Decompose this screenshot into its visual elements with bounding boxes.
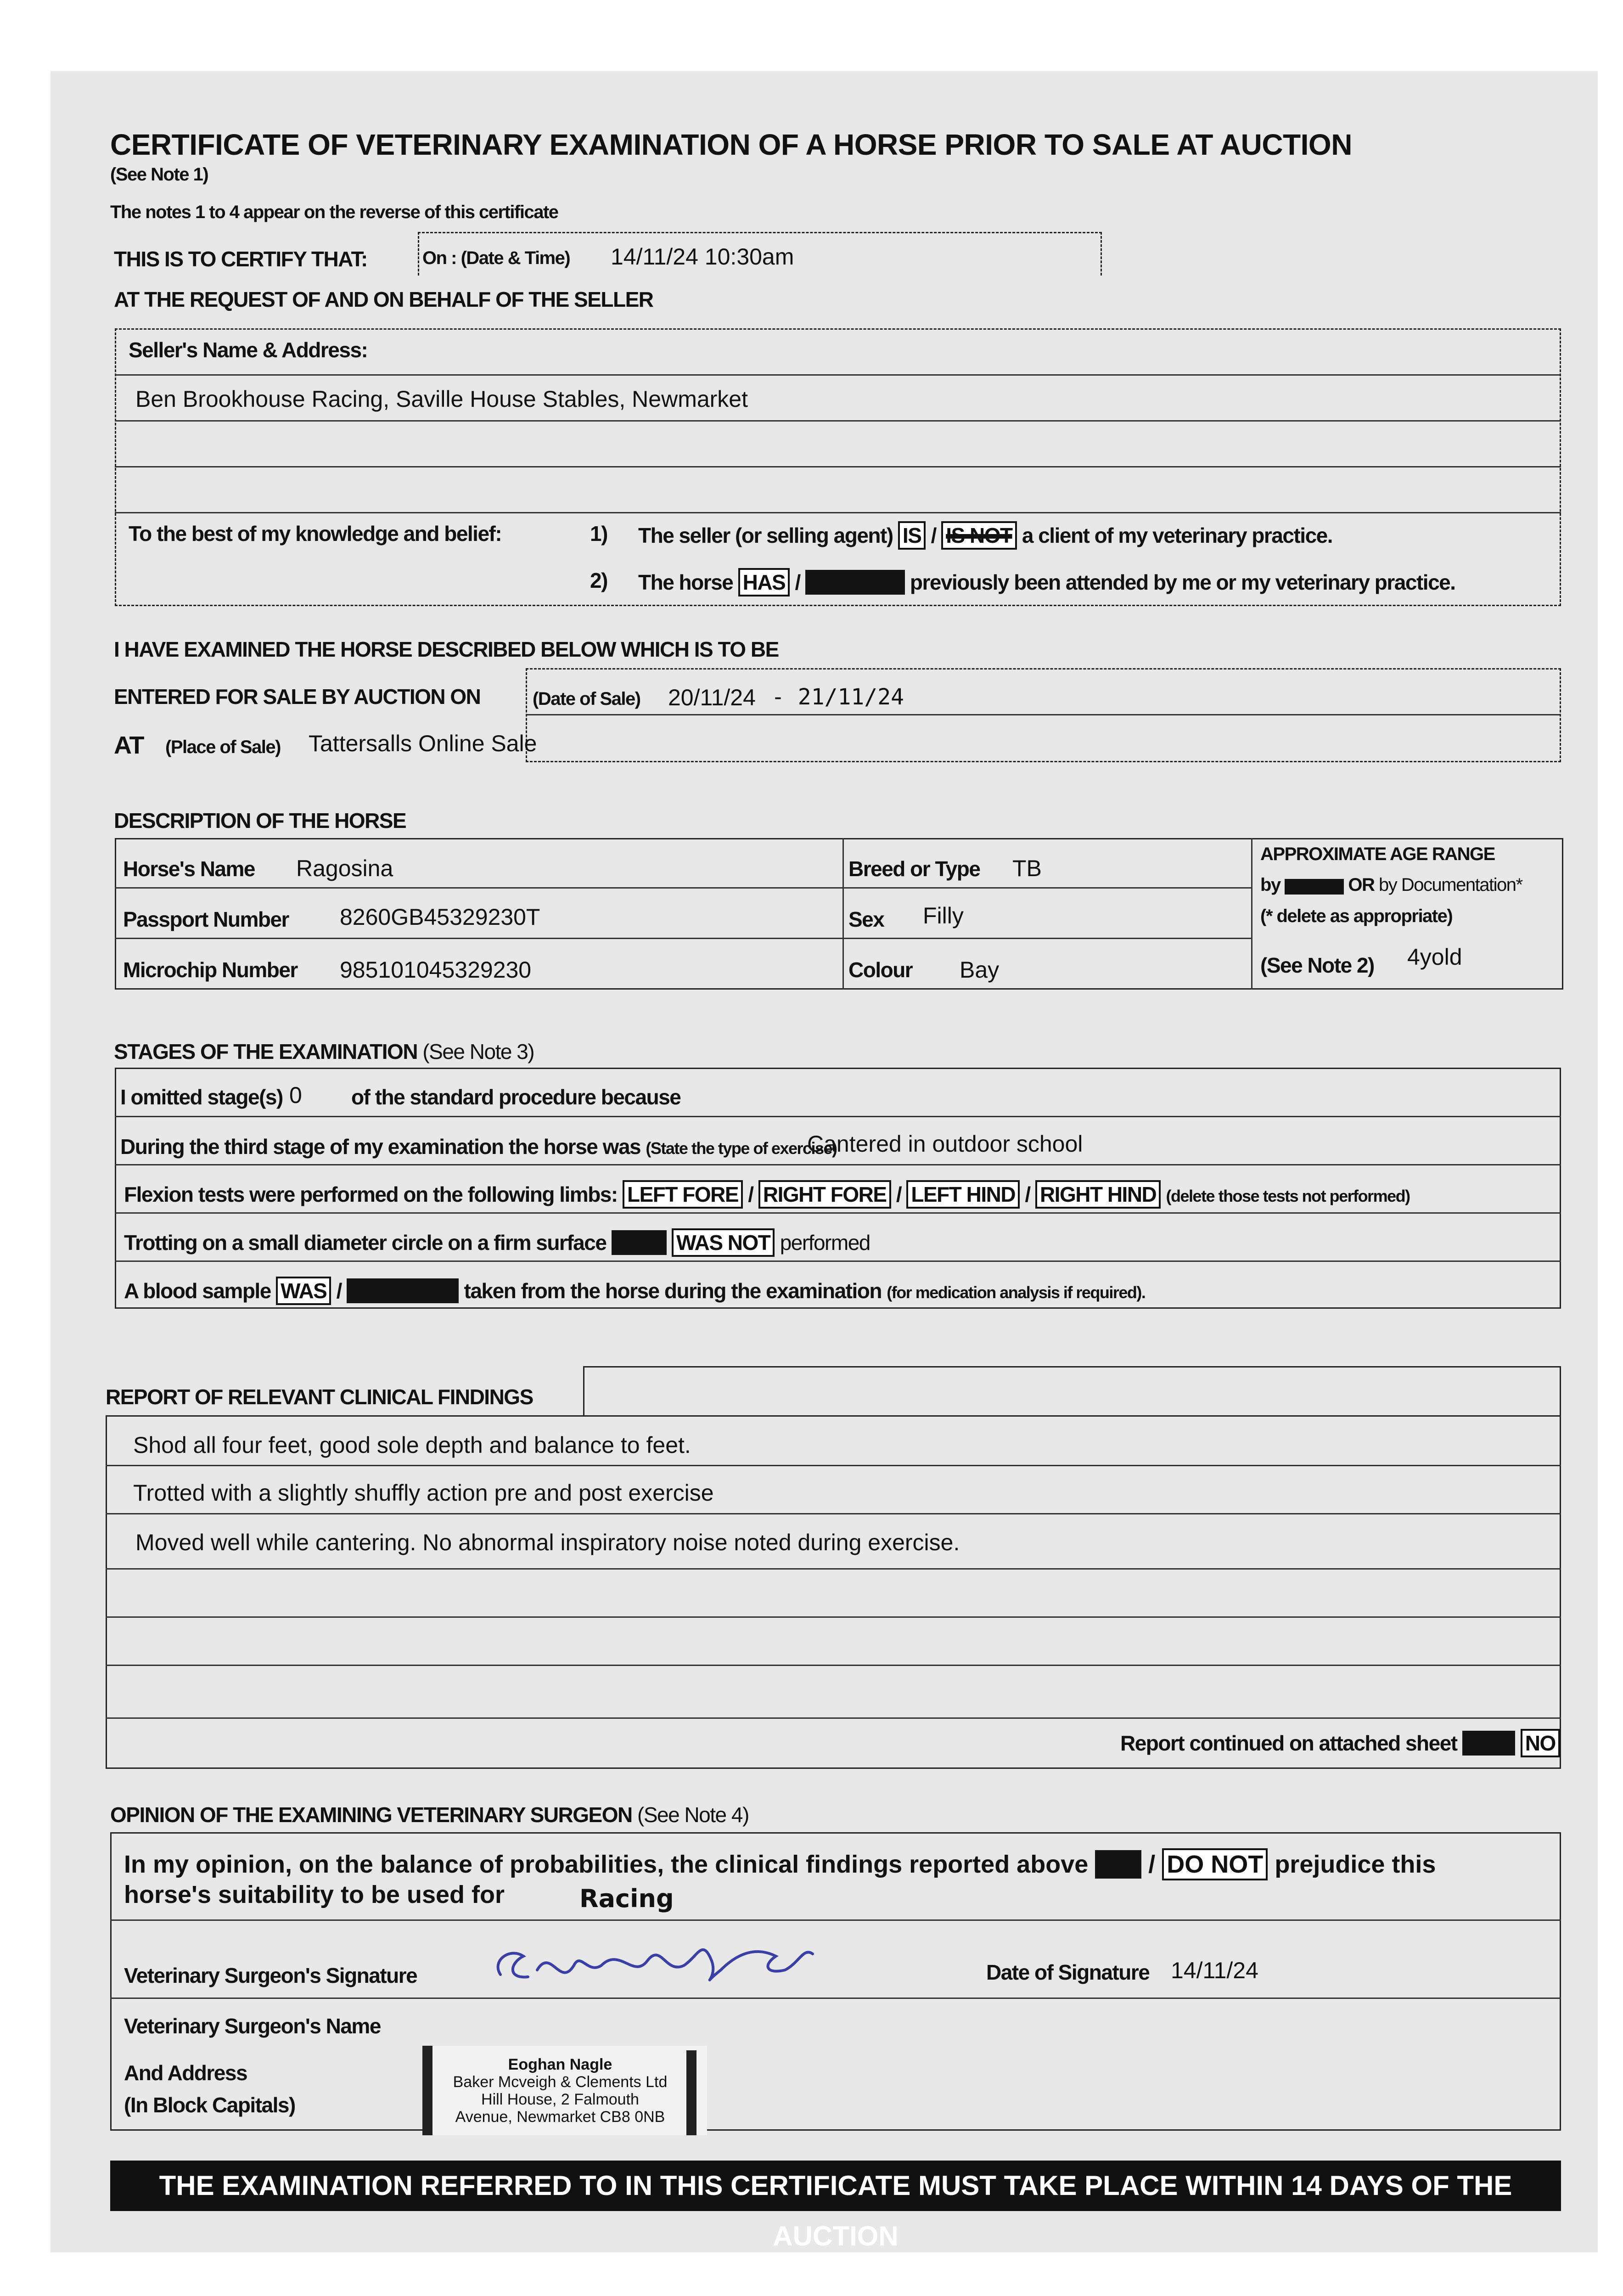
date-of-signature-label: Date of Signature xyxy=(986,1960,1150,1984)
is-option[interactable]: IS xyxy=(898,521,926,550)
at-label: AT xyxy=(114,732,144,759)
age-see-note: (See Note 2) xyxy=(1260,953,1374,977)
report-line-3[interactable]: Moved well while cantering. No abnormal inspiratory noise noted during exercise. xyxy=(135,1530,960,1555)
horse-name-label: Horse's Name xyxy=(123,857,255,881)
seller-divider-4 xyxy=(115,512,1561,513)
report-heading: REPORT OF RELEVANT CLINICAL FINDINGS xyxy=(106,1385,533,1409)
knowledge-n2: 2) xyxy=(590,568,607,592)
knowledge-line2 xyxy=(638,568,1455,597)
opinion-do-redacted[interactable] xyxy=(1095,1850,1141,1879)
blood-line: A blood sample WAS / taken from the horse during the examination (for medication analysis if required). xyxy=(124,1277,1145,1305)
microchip-number[interactable]: 985101045329230 xyxy=(340,957,532,983)
horse-attended-text: The horse xyxy=(638,570,733,594)
age-dentition-redacted[interactable] xyxy=(1285,879,1343,895)
stages-divider-1 xyxy=(115,1116,1561,1117)
sale-date-typed[interactable]: - 21/11/24 xyxy=(771,684,904,710)
report-divider-5 xyxy=(106,1665,1561,1666)
blood-label: A blood sample xyxy=(124,1279,271,1303)
col-divider-2 xyxy=(1251,838,1252,990)
opinion-text-post: prejudice this xyxy=(1275,1851,1436,1878)
stamp-line-3: Hill House, 2 Falmouth xyxy=(481,2091,639,2108)
stamp-line-4: Avenue, Newmarket CB8 0NB xyxy=(455,2108,665,2126)
footer-banner: THE EXAMINATION REFERRED TO IN THIS CERTIFICATE MUST TAKE PLACE WITHIN 14 DAYS OF THE AUCTION xyxy=(110,2161,1561,2211)
knowledge-line1 xyxy=(638,521,1332,550)
knowledge-label: To the best of my knowledge and belief: xyxy=(129,522,502,546)
certify-label: THIS IS TO CERTIFY THAT: xyxy=(114,247,367,271)
horse-attended-post: previously been attended by me or my veterinary practice. xyxy=(910,570,1455,594)
breed-value[interactable]: TB xyxy=(1012,855,1042,881)
seller-client-post: a client of my veterinary practice. xyxy=(1022,523,1333,547)
examined-heading: I HAVE EXAMINED THE HORSE DESCRIBED BELOW WHICH IS TO BE xyxy=(114,637,779,661)
sex-label: Sex xyxy=(848,907,884,931)
address-label-1: And Address xyxy=(124,2061,247,2085)
entered-label: ENTERED FOR SALE BY AUCTION ON xyxy=(114,685,481,709)
continued-label: Report continued on attached sheet xyxy=(1120,1731,1457,1755)
report-divider-2 xyxy=(106,1513,1561,1514)
colour-label: Colour xyxy=(848,958,913,982)
report-heading-box xyxy=(583,1366,1561,1417)
notes-line: The notes 1 to 4 appear on the reverse of this certificate xyxy=(110,202,558,222)
row-divider-1 xyxy=(115,887,1252,889)
stages-title: STAGES OF THE EXAMINATION xyxy=(114,1040,418,1064)
blood-small: (for medication analysis if required). xyxy=(887,1283,1146,1302)
opinion-heading: OPINION OF THE EXAMINING VETERINARY SURGEON xyxy=(110,1803,632,1827)
address-label-2: (In Block Capitals) xyxy=(124,2093,295,2117)
intended-use[interactable]: Racing xyxy=(579,1884,674,1913)
separator: / xyxy=(931,523,936,547)
seller-name-address[interactable]: Ben Brookhouse Racing, Saville House Stables, Newmarket xyxy=(135,386,748,412)
trot-was-not[interactable]: WAS NOT xyxy=(672,1228,775,1257)
third-stage-exercise[interactable]: Cantered in outdoor school xyxy=(807,1131,1083,1157)
report-divider-3 xyxy=(106,1568,1561,1570)
horse-name[interactable]: Ragosina xyxy=(296,855,393,881)
third-stage-label: During the third stage of my examination the horse was xyxy=(120,1135,641,1159)
passport-number[interactable]: 8260GB45329230T xyxy=(340,904,540,930)
has-not-option-redacted[interactable] xyxy=(805,570,905,595)
flexion-right-hind[interactable]: RIGHT HIND xyxy=(1035,1180,1161,1209)
sale-divider xyxy=(526,714,1561,715)
trot-post: performed xyxy=(780,1231,870,1255)
opinion-text-line-1: In my opinion, on the balance of probabilities, the clinical findings reported above / DO NOT prejudice this xyxy=(124,1848,1436,1880)
age-by: by xyxy=(1260,875,1280,895)
opinion-divider-1 xyxy=(110,1919,1561,1921)
opinion-heading-line xyxy=(110,1802,749,1827)
blood-post: taken from the horse during the examination xyxy=(464,1279,882,1303)
description-heading: DESCRIPTION OF THE HORSE xyxy=(114,809,406,833)
opinion-text: In my opinion, on the balance of probabilities, the clinical findings reported above xyxy=(124,1851,1089,1878)
flexion-line: Flexion tests were performed on the following limbs: LEFT FORE / RIGHT FORE / LEFT HIND / RIGHT HIND (delete those tests not performed) xyxy=(124,1180,1410,1209)
passport-label: Passport Number xyxy=(123,907,289,931)
signature-image xyxy=(482,1919,826,1998)
trot-label: Trotting on a small diameter circle on a firm surface xyxy=(124,1231,607,1255)
report-divider-6 xyxy=(106,1717,1561,1719)
has-option[interactable]: HAS xyxy=(738,568,790,597)
certify-date-time[interactable]: 14/11/24 10:30am xyxy=(611,244,794,270)
row-divider-2 xyxy=(115,938,1252,939)
age-value[interactable]: 4yold xyxy=(1407,944,1462,970)
colour-value[interactable]: Bay xyxy=(960,957,1000,983)
vet-name-label: Veterinary Surgeon's Name xyxy=(124,2014,381,2038)
seller-client-text: The seller (or selling agent) xyxy=(638,523,893,547)
seller-divider-2 xyxy=(115,420,1561,422)
separator: / xyxy=(795,570,800,594)
age-documentation[interactable]: by Documentation* xyxy=(1379,875,1522,895)
age-title: APPROXIMATE AGE RANGE xyxy=(1260,844,1495,864)
continued-no[interactable]: NO xyxy=(1521,1729,1560,1757)
sex-value[interactable]: Filly xyxy=(923,903,964,929)
stages-divider-2 xyxy=(115,1164,1561,1165)
sale-date-hand[interactable]: 20/11/24 xyxy=(668,685,756,710)
certify-on-label: On : (Date & Time) xyxy=(422,248,570,268)
request-heading: AT THE REQUEST OF AND ON BEHALF OF THE SELLER xyxy=(114,287,653,311)
third-stage-line xyxy=(120,1134,837,1159)
seller-divider-1 xyxy=(115,374,1561,376)
trot-line xyxy=(124,1228,870,1257)
place-label: (Place of Sale) xyxy=(165,737,281,757)
see-note-1: (See Note 1) xyxy=(110,164,208,185)
opinion-note: (See Note 4) xyxy=(637,1803,749,1827)
seller-label: Seller's Name & Address: xyxy=(129,338,368,362)
sale-date-label: (Date of Sale) xyxy=(533,689,640,709)
stages-divider-4 xyxy=(115,1261,1561,1262)
stamp-name: Eoghan Nagle xyxy=(508,2056,612,2073)
trot-was-redacted[interactable] xyxy=(612,1230,667,1255)
flexion-right-fore[interactable]: RIGHT FORE xyxy=(758,1180,891,1209)
stages-heading xyxy=(114,1039,534,1064)
age-by-line xyxy=(1260,875,1522,895)
age-or: OR xyxy=(1348,875,1375,895)
is-not-option-struck[interactable]: IS NOT xyxy=(941,521,1016,550)
place-of-sale[interactable]: Tattersalls Online Sale xyxy=(309,731,537,756)
stamp-edge-right xyxy=(686,2050,696,2135)
flexion-post: (delete those tests not performed) xyxy=(1166,1187,1410,1205)
report-line-1[interactable]: Shod all four feet, good sole depth and balance to feet. xyxy=(133,1432,691,1458)
col-divider-1 xyxy=(842,838,844,990)
date-of-signature[interactable]: 14/11/24 xyxy=(1171,1958,1258,1983)
age-delete-note: (* delete as appropriate) xyxy=(1260,906,1453,926)
opinion-divider-2 xyxy=(110,1998,1561,1999)
report-line-2[interactable]: Trotted with a slightly shuffly action pre and post exercise xyxy=(133,1480,714,1506)
vet-stamp xyxy=(422,2046,707,2135)
report-divider-1 xyxy=(106,1465,1561,1466)
third-stage-small: (State the type of exercise) xyxy=(646,1139,837,1158)
omitted-value[interactable]: 0 xyxy=(289,1082,302,1108)
omitted-label: I omitted stage(s) xyxy=(120,1085,283,1109)
blood-was[interactable]: WAS xyxy=(276,1277,331,1305)
blood-was-not-redacted[interactable] xyxy=(347,1278,459,1303)
stamp-edge-left xyxy=(422,2046,432,2135)
report-divider-4 xyxy=(106,1616,1561,1618)
signature-label: Veterinary Surgeon's Signature xyxy=(124,1964,417,1987)
report-box xyxy=(106,1415,1561,1769)
seller-divider-3 xyxy=(115,466,1561,467)
continued-line xyxy=(1120,1729,1560,1757)
omitted-post: of the standard procedure because xyxy=(351,1085,681,1109)
microchip-label: Microchip Number xyxy=(123,958,298,982)
certificate-title: CERTIFICATE OF VETERINARY EXAMINATION OF A HORSE PRIOR TO SALE AT AUCTION xyxy=(110,128,1352,161)
flexion-label: Flexion tests were performed on the following limbs: xyxy=(124,1182,618,1206)
stages-note: (See Note 3) xyxy=(422,1040,534,1064)
breed-label: Breed or Type xyxy=(848,857,980,881)
stages-divider-3 xyxy=(115,1212,1561,1214)
flexion-left-fore[interactable]: LEFT FORE xyxy=(623,1180,743,1209)
opinion-do-not[interactable]: DO NOT xyxy=(1162,1848,1268,1880)
continued-yes-redacted[interactable] xyxy=(1462,1731,1516,1756)
opinion-line-2: horse's suitability to be used for xyxy=(124,1881,505,1908)
stamp-line-2: Baker Mcveigh & Clements Ltd xyxy=(453,2073,668,2091)
flexion-left-hind[interactable]: LEFT HIND xyxy=(906,1180,1020,1209)
knowledge-n1: 1) xyxy=(590,522,607,546)
